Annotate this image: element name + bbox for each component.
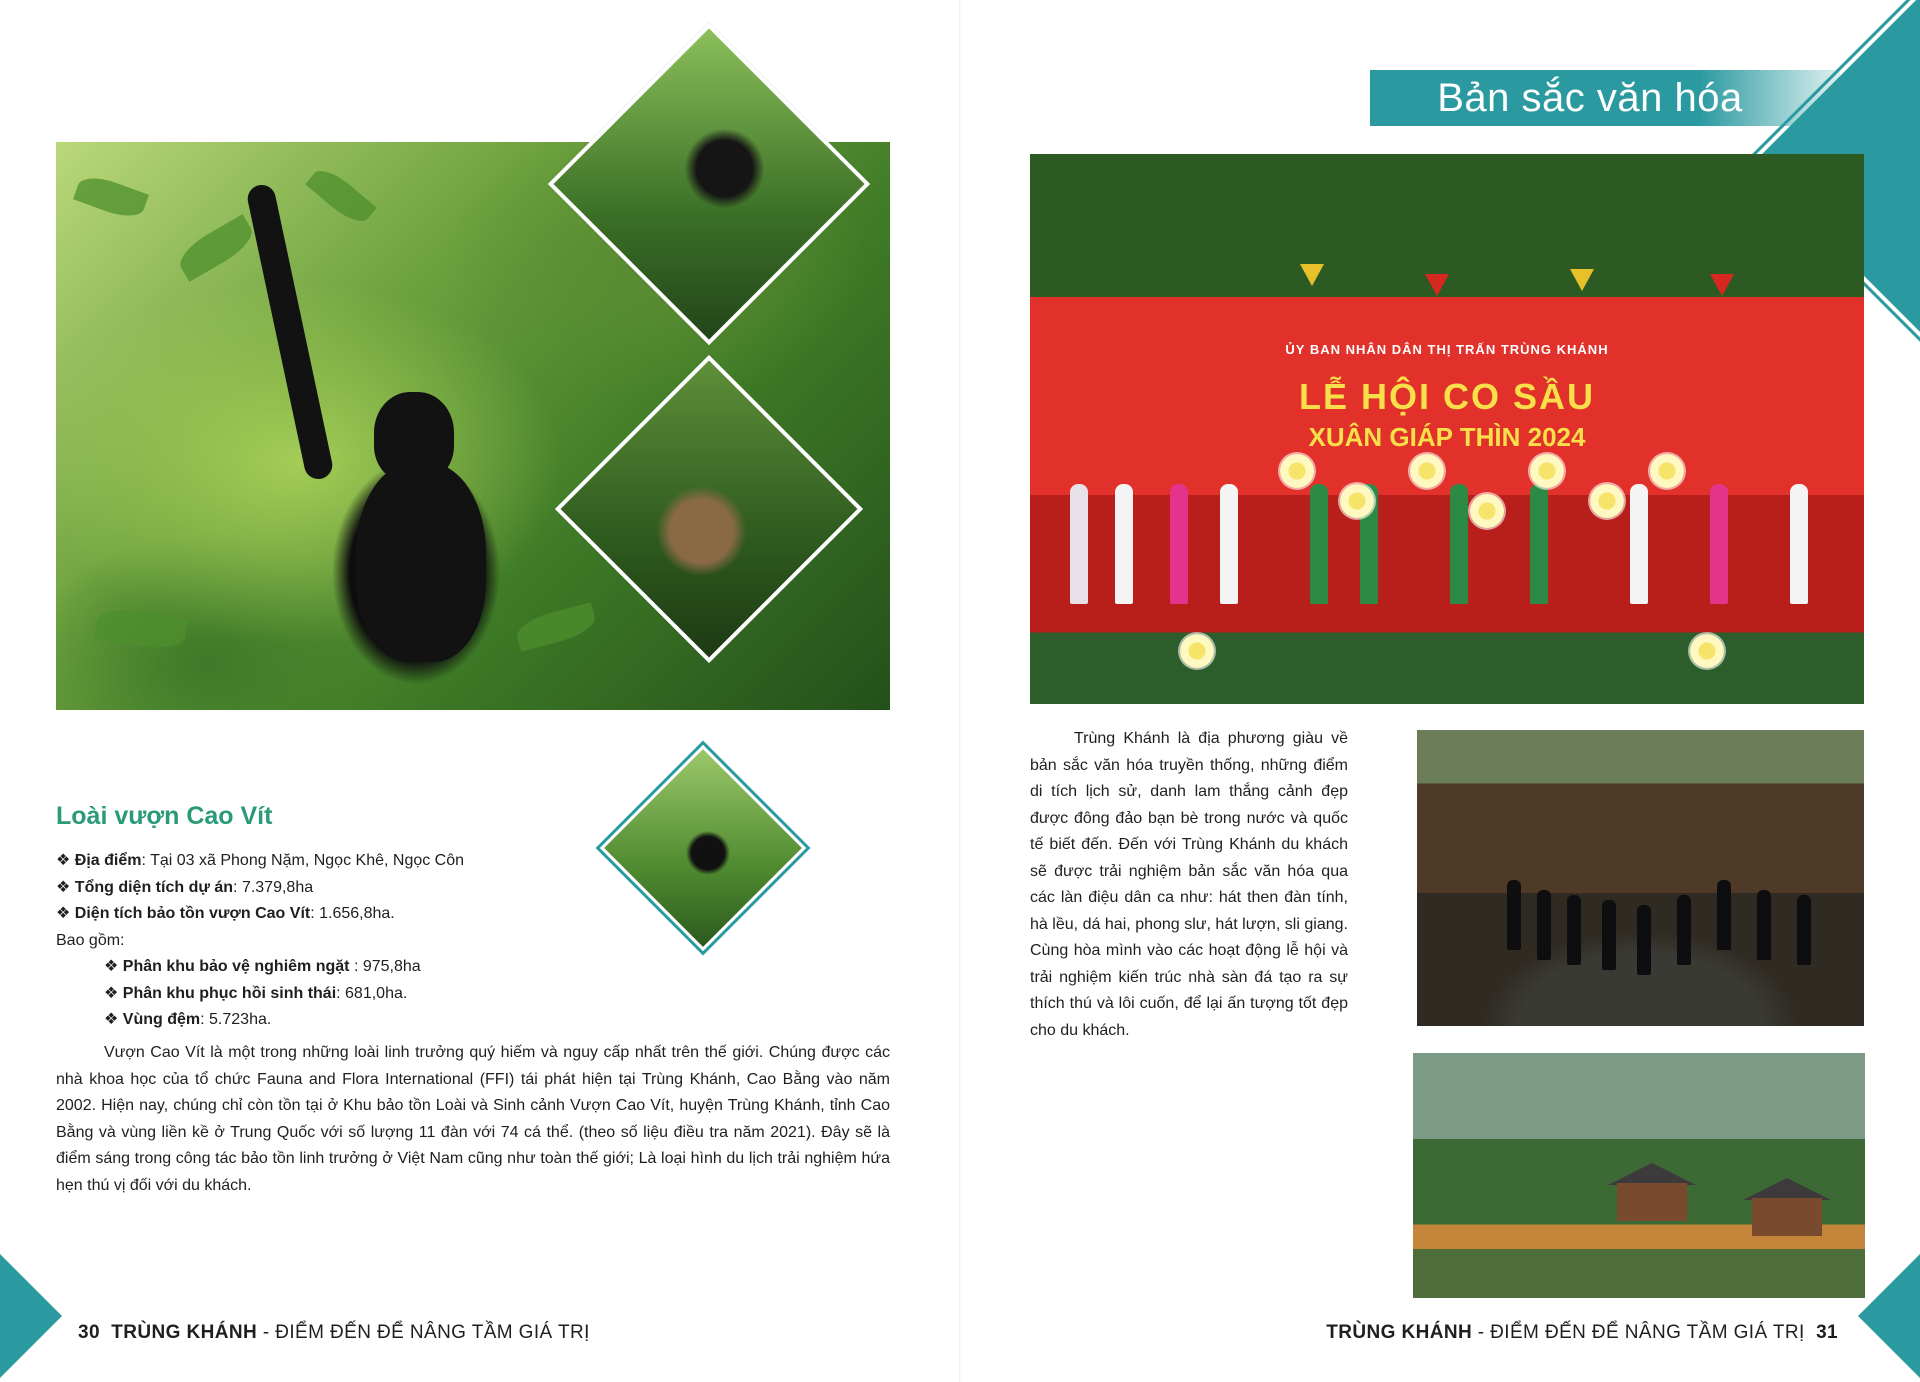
festival-sign-org: ỦY BAN NHÂN DÂN THỊ TRẤN TRÙNG KHÁNH [1285, 342, 1609, 357]
subfact-strict-zone: ❖ Phân khu bảo vệ nghiêm ngặt : 975,8ha [104, 958, 421, 975]
lake-village-photo [1413, 1053, 1865, 1298]
footer-brand-right: TRÙNG KHÁNH [1326, 1322, 1473, 1343]
festival-sign-subtitle: XUÂN GIÁP THÌN 2024 [1308, 422, 1586, 452]
facts-list [56, 848, 616, 1034]
page-number-right: 31 [1816, 1322, 1838, 1343]
gibbon-diamond-photo-small [600, 745, 806, 951]
right-page [960, 0, 1920, 1382]
footer-tagline-right: - ĐIỂM ĐẾN ĐỂ NÂNG TẦM GIÁ TRỊ [1472, 1322, 1805, 1343]
subfact-buffer-zone: ❖ Vùng đệm: 5.723ha. [104, 1011, 272, 1028]
fact-location: ❖ Địa điểm: Tại 03 xã Phong Nặm, Ngọc Khê, Ngọc Côn [56, 852, 465, 869]
page-corner-marker-right [1858, 1254, 1920, 1378]
page-corner-marker-left [0, 1254, 62, 1378]
footer-right [1326, 1322, 1838, 1344]
banner-title: Bản sắc văn hóa [1437, 76, 1743, 120]
fact-conservation-area: ❖ Diện tích bảo tồn vượn Cao Vít: 1.656,8ha. [56, 905, 395, 922]
culture-body-text: Trùng Khánh là địa phương giàu về bản sắc văn hóa truyền thống, những điểm di tích lịch sử, danh lam thắng cảnh đẹp được đông đảo bạn bè trong nước và quốc tế biết đến. Đến với Trùng Khánh du khách sẽ được trải nghiệm bản sắc văn hóa qua các làn điệu dân ca như: hát then đàn tính, hà lều, dá hai, phong slư, hát lượn, sli giang. Cùng hòa mình vào các hoạt động lễ hội và trải nghiệm kiến trúc nhà sàn đá tạo ra sự thích thú và lôi cuốn, để lại ấn tượng tốt đẹp cho du khách. [1030, 730, 1348, 1039]
footer-tagline-left: - ĐIỂM ĐẾN ĐỂ NÂNG TẦM GIÁ TRỊ [257, 1322, 590, 1343]
gibbon-body-text: Vượn Cao Vít là một trong những loài linh trưởng quý hiếm và nguy cấp nhất trên thế giới. Chúng được các nhà khoa học của tổ chức Fauna and Flora International (FFI) tái phát hiện tại Trùng Khánh, Cao Bằng vào năm 2002. Hiện nay, chúng chỉ còn tồn tại ở Khu bảo tồn Loài và Sinh cảnh Vượn Cao Vít, huyện Trùng Khánh, tỉnh Cao Bằng và vùng liền kề ở Trung Quốc với số lượng 11 đàn với 74 cá thể. (theo số liệu điều tra năm 2021). Đây sẽ là điểm sáng trong công tác bảo tồn linh trưởng ở Việt Nam cũng như toàn thế giới; Là loại hình du lịch trải nghiệm hứa hẹn thú vị đối với du khách. [56, 1044, 890, 1194]
fact-total-area: ❖ Tổng diện tích dự án: 7.379,8ha [56, 878, 314, 896]
festival-sign-title: LỄ HỘI CO SẦU [1298, 376, 1596, 417]
stilt-house-performance-photo [1417, 730, 1864, 1026]
section-banner [1370, 70, 1840, 126]
footer-left [78, 1322, 590, 1344]
includes-label: Bao gồm: [56, 931, 125, 949]
festival-photo [1030, 154, 1864, 704]
footer-brand-left: TRÙNG KHÁNH [111, 1322, 258, 1343]
page-number-left: 30 [78, 1322, 100, 1343]
subfact-restoration-zone: ❖ Phân khu phục hồi sinh thái: 681,0ha. [104, 984, 408, 1002]
section-title: Loài vượn Cao Vít [56, 802, 273, 830]
